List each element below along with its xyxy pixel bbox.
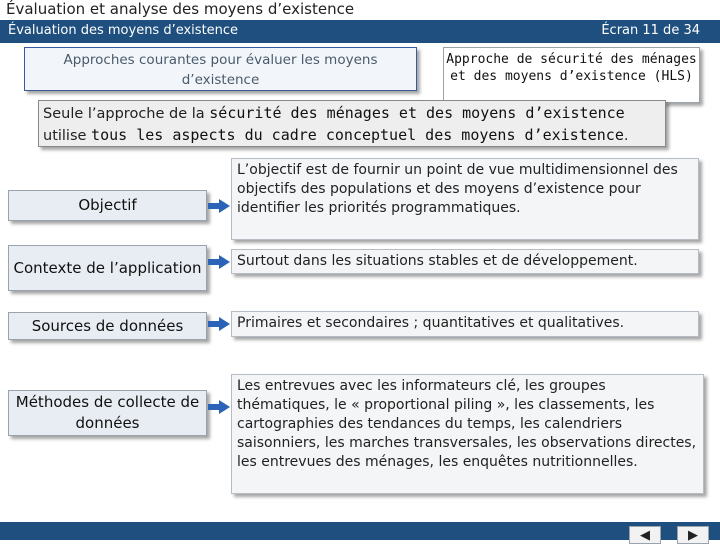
hls-box: Approche de sécurité des ménages et des moyens d’existence (HLS) <box>443 47 700 103</box>
header-bar <box>0 20 720 43</box>
section-title: Évaluation des moyens d’existence <box>8 23 239 38</box>
prev-icon: ◀ <box>640 527 650 543</box>
desc-objectif: L’objectif est de fournir un point de vue multidimensionnel des objectifs des populations et des moyens d’existence pour identifier les priorités programmatiques. <box>231 158 699 240</box>
note-text-3: . <box>623 128 629 144</box>
next-icon: ▶ <box>688 527 698 543</box>
label-objectif: Objectif <box>8 190 207 221</box>
label-methodes: Méthodes de collecte de données <box>8 390 207 436</box>
approaches-box: Approches courantes pour évaluer les moyens d’existence <box>24 47 417 91</box>
hls-note <box>38 100 666 147</box>
prev-button[interactable] <box>629 526 661 544</box>
label-sources: Sources de données <box>8 312 207 340</box>
note-text-2: utilise <box>43 128 92 144</box>
arrow-right-icon <box>208 317 230 331</box>
arrow-right-icon <box>208 400 230 414</box>
desc-sources: Primaires et secondaires ; quantitatives et qualitatives. <box>231 311 699 337</box>
note-text-1: Seule l’approche de la <box>43 106 210 122</box>
desc-contexte: Surtout dans les situations stables et de développement. <box>231 249 699 274</box>
label-contexte: Contexte de l’application <box>8 245 207 291</box>
desc-methodes: Les entrevues avec les informateurs clé, les groupes thématiques, le « proportional piling », les classements, les cartographies des tendances du temps, les calendriers saisonniers, les marches transversales, les observations directes, les entrevues des ménages, les enquêtes nutritionnelles. <box>231 374 704 494</box>
note-highlight-2: tous les aspects du cadre conceptuel des moyens d’existence <box>91 126 624 144</box>
arrow-right-icon <box>208 255 230 269</box>
window-title: Évaluation et analyse des moyens d’existence <box>0 0 720 20</box>
arrow-right-icon <box>208 199 230 213</box>
screen-counter: Écran 11 de 34 <box>601 23 700 38</box>
footer-bar <box>0 522 720 540</box>
note-highlight-1: sécurité des ménages et des moyens d’existence <box>209 104 625 122</box>
next-button[interactable] <box>677 526 709 544</box>
